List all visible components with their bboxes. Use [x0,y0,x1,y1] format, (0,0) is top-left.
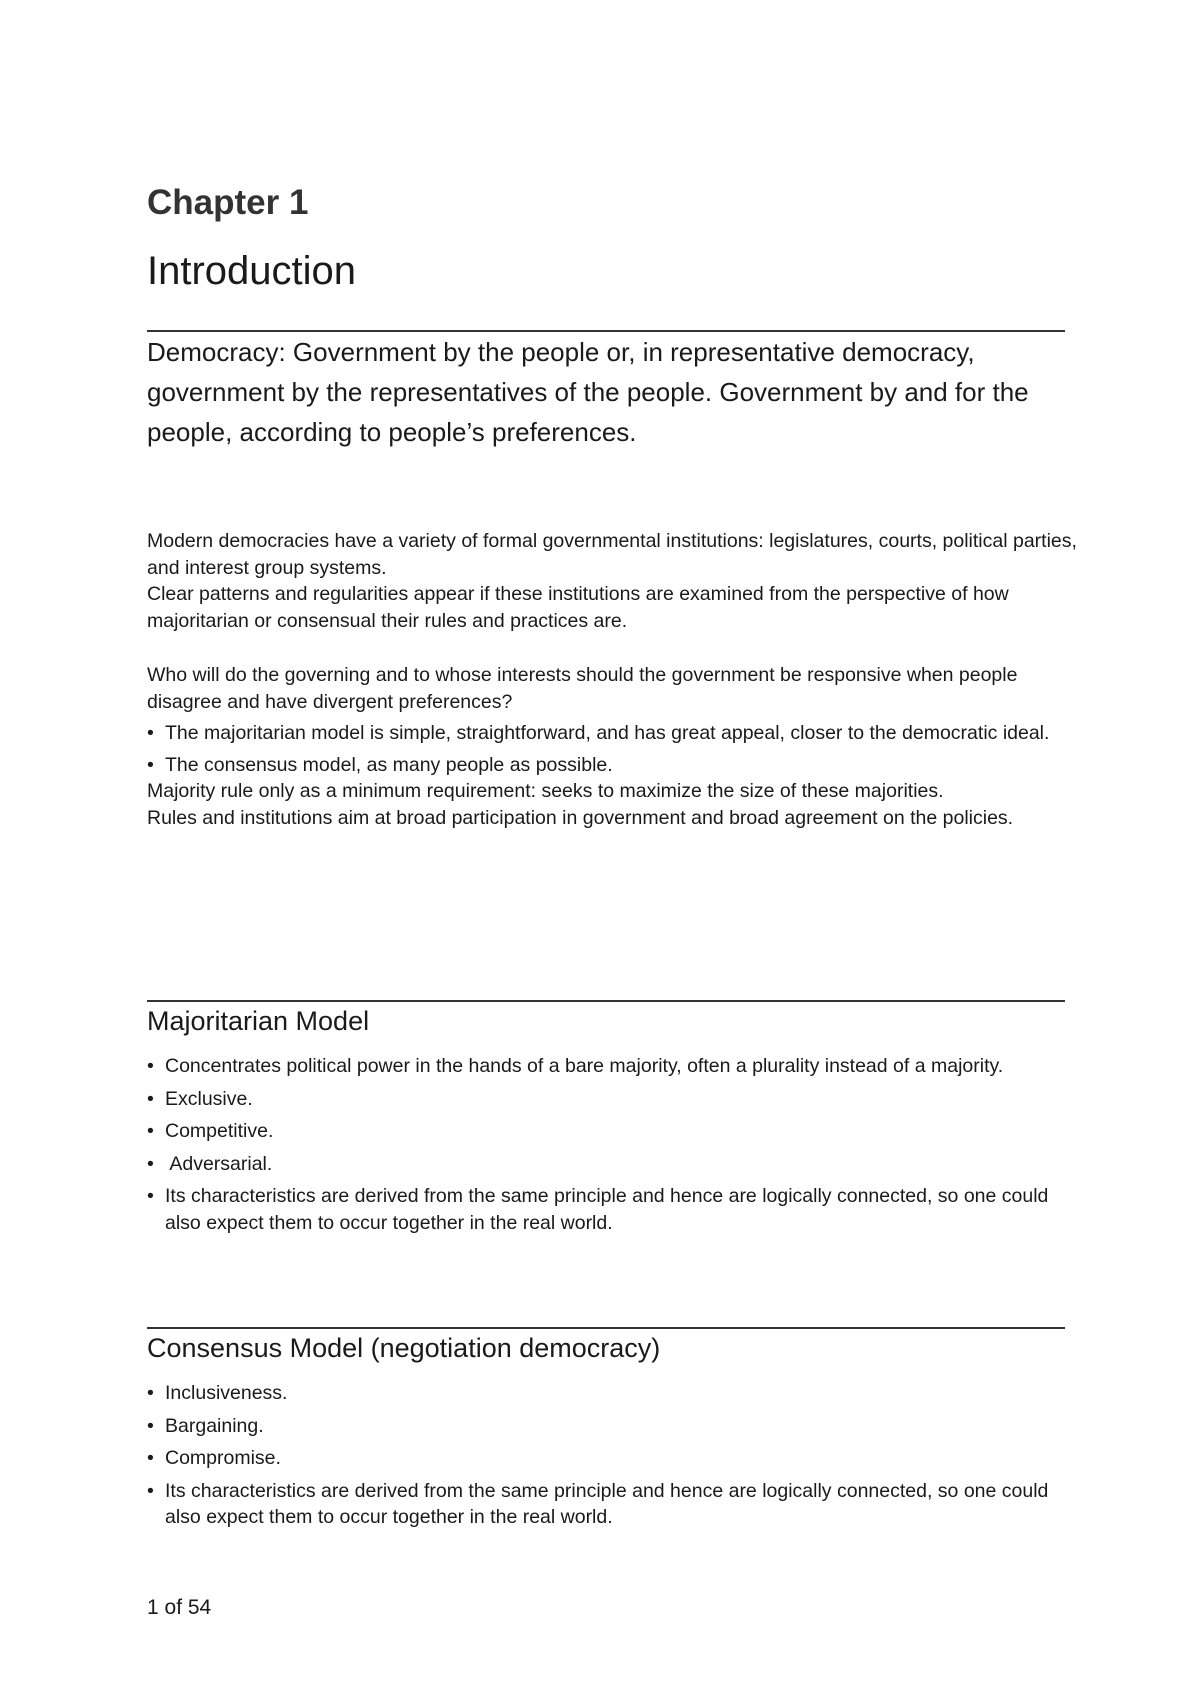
chapter-title: Introduction [147,249,357,293]
list-item-text: Concentrates political power in the hands of a bare majority, often a plurality instead of a majority. [165,1055,1004,1077]
list-item [147,1380,1077,1407]
bullet-icon: • [147,1055,154,1077]
list-item [147,752,1077,779]
section-divider [147,1327,1065,1329]
list-item-text: Exclusive. [165,1087,253,1110]
list-item-text: Bargaining. [165,1414,264,1437]
intro-paragraph: Clear patterns and regularities appear if these institutions are examined from the perspective of how majoritarian or consensual their rules and practices are. [147,583,1009,632]
bullet-icon: • [147,1120,154,1142]
list-item [147,1053,1077,1080]
list-item [147,720,1077,747]
democracy-definition: Democracy: Government by the people or, in representative democracy, government by the representatives of the people. Government by and for the people, according to people’s preferences. [147,337,1029,447]
consensus-list [147,1380,1077,1531]
list-item [147,1183,1077,1236]
list-item-text: Its characteristics are derived from the same principle and hence are logically connected, so one could also expect them to occur together in the real world. [165,1185,1049,1234]
list-item-text: Compromise. [165,1447,281,1469]
majoritarian-list [147,1053,1077,1236]
model-list [147,720,1077,778]
list-item-text: The majoritarian model is simple, straightforward, and has great appeal, closer to the democratic ideal. [165,722,1050,744]
intro-block [147,528,1077,634]
section-divider [147,1000,1065,1002]
list-item [147,1118,1077,1145]
list-item [147,1445,1077,1472]
majoritarian-heading: Majoritarian Model [147,1006,370,1036]
consensus-heading: Consensus Model (negotiation democracy) [147,1333,661,1363]
bullet-icon: • [147,1185,154,1207]
chapter-label: Chapter 1 [147,183,309,222]
list-item [147,1151,1077,1178]
page-number: 1 of 54 [147,1596,212,1619]
list-item-text: Inclusiveness. [165,1382,288,1404]
list-item [147,1413,1077,1440]
list-item [147,1086,1077,1113]
question-block [147,662,1077,831]
list-item-text: Its characteristics are derived from the same principle and hence are logically connected, so one could also expect them to occur together in the real world. [165,1479,1049,1528]
question-text: Who will do the governing and to whose interests should the government be responsive when people disagree and have divergent preferences? [147,664,1018,713]
bullet-icon: • [147,1152,154,1175]
bullet-icon: • [147,1447,154,1469]
question-note: Rules and institutions aim at broad participation in government and broad agreement on the policies. [147,806,1014,829]
bullet-icon: • [147,1087,154,1110]
intro-paragraph: Modern democracies have a variety of formal governmental institutions: legislatures, courts, political parties, and interest group systems. [147,530,1077,579]
majoritarian-block [147,1053,1077,1242]
bullet-icon: • [147,1414,154,1437]
bullet-icon: • [147,1382,154,1404]
bullet-icon: • [147,722,154,744]
consensus-block [147,1380,1077,1537]
list-item-text: Competitive. [165,1120,274,1142]
list-item [147,1478,1077,1531]
bullet-icon: • [147,753,154,776]
bullet-icon: • [147,1479,154,1502]
question-note: Majority rule only as a minimum requirement: seeks to maximize the size of these majorities. [147,780,944,802]
list-item-text: Adversarial. [165,1152,273,1175]
list-item-text: The consensus model, as many people as possible. [165,753,613,776]
